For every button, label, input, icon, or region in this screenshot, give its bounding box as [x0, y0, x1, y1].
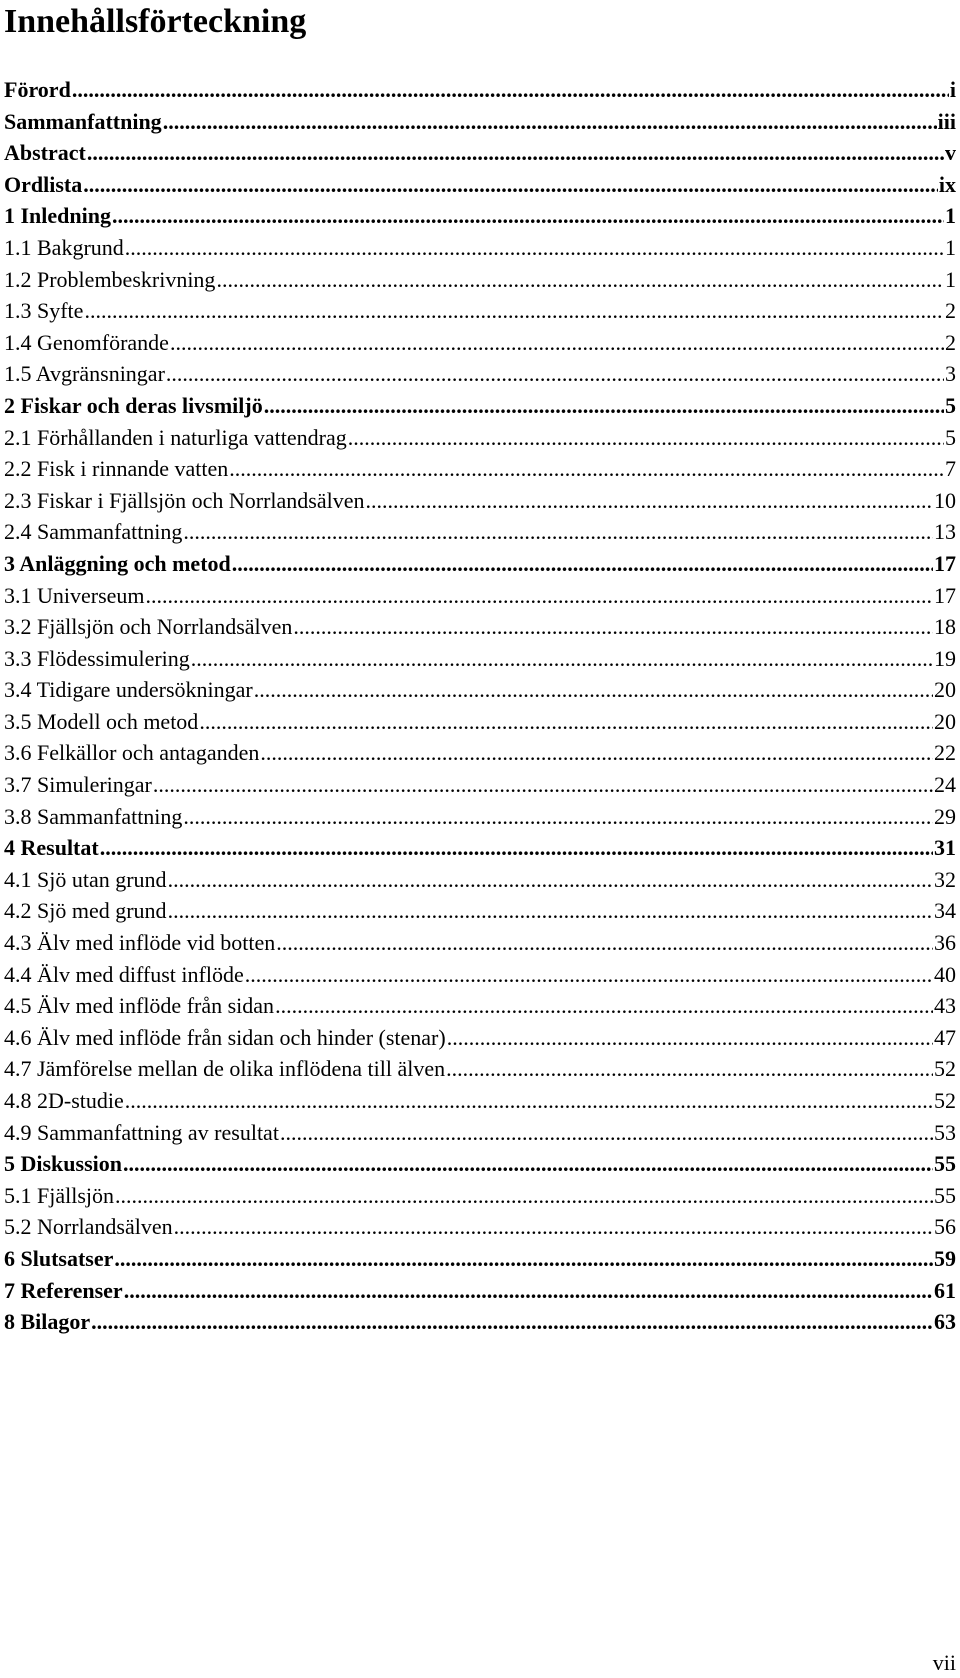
- toc-entry-page: 22: [934, 740, 956, 766]
- toc-leader-dots: [191, 643, 933, 675]
- toc-entry[interactable]: [4, 674, 956, 706]
- toc-entry-page: 10: [934, 487, 956, 513]
- toc-entry-page: 55: [934, 1151, 956, 1177]
- toc-entry-page: 52: [934, 1088, 956, 1113]
- toc-entry[interactable]: [4, 516, 956, 548]
- toc-entry[interactable]: [4, 327, 956, 359]
- toc-leader-dots: [84, 295, 944, 327]
- toc-entry-page: 55: [934, 1182, 956, 1208]
- toc-leader-dots: [447, 1022, 933, 1054]
- toc-entry[interactable]: [4, 769, 956, 801]
- toc-entry[interactable]: [4, 232, 956, 264]
- toc-entry-page: 32: [934, 866, 956, 892]
- toc-entry[interactable]: [4, 611, 956, 643]
- toc-leader-dots: [163, 106, 937, 138]
- toc-entry-page: 31: [934, 835, 956, 861]
- toc-entry[interactable]: [4, 706, 956, 738]
- toc-entry[interactable]: [4, 485, 956, 517]
- toc-entry[interactable]: [4, 1180, 956, 1212]
- toc-leader-dots: [112, 200, 944, 232]
- toc-entry-page: 3: [945, 361, 956, 387]
- toc-entry-label: 2 Fiskar och deras livsmiljö: [4, 392, 263, 418]
- toc-entry-page: 2: [945, 298, 956, 324]
- toc-leader-dots: [293, 611, 933, 643]
- toc-entry-label: 4.8 2D-studie: [4, 1088, 124, 1113]
- toc-entry[interactable]: [4, 169, 956, 201]
- toc-entry[interactable]: [4, 737, 956, 769]
- toc-entry[interactable]: [4, 548, 956, 580]
- toc-leader-dots: [276, 927, 933, 959]
- toc-entry-label: 4.2 Sjö med grund: [4, 898, 167, 924]
- toc-leader-dots: [170, 327, 944, 359]
- toc-entry-label: 1.2 Problembeskrivning: [4, 266, 216, 292]
- toc-leader-dots: [183, 801, 933, 833]
- toc-entry-label: 3 Anläggning och metod: [4, 550, 231, 576]
- toc-entry-label: Förord: [4, 77, 71, 102]
- toc-entry-page: 59: [934, 1245, 956, 1271]
- table-of-contents: [4, 74, 956, 1338]
- toc-leader-dots: [254, 674, 933, 706]
- toc-entry-label: 4.1 Sjö utan grund: [4, 866, 167, 892]
- toc-leader-dots: [153, 769, 933, 801]
- toc-entry-page: 34: [934, 898, 956, 924]
- toc-entry-label: 7 Referenser: [4, 1277, 123, 1303]
- toc-entry-page: 43: [934, 993, 956, 1019]
- toc-leader-dots: [87, 137, 944, 169]
- toc-entry-label: 2.4 Sammanfattning: [4, 519, 183, 545]
- toc-entry-label: 3.6 Felkällor och antaganden: [4, 740, 260, 766]
- toc-entry-label: 3.5 Modell och metod: [4, 708, 199, 734]
- toc-entry-page: 13: [934, 519, 956, 545]
- toc-entry[interactable]: [4, 1275, 956, 1307]
- toc-leader-dots: [83, 169, 938, 201]
- toc-entry-label: Abstract: [4, 140, 86, 166]
- toc-entry[interactable]: [4, 200, 956, 232]
- toc-entry-label: 6 Slutsatser: [4, 1245, 114, 1271]
- toc-entry-page: 40: [934, 961, 956, 987]
- toc-leader-dots: [168, 864, 933, 896]
- toc-entry[interactable]: [4, 453, 956, 485]
- toc-leader-dots: [275, 990, 933, 1022]
- toc-entry[interactable]: [4, 1148, 956, 1180]
- toc-entry-page: 18: [934, 614, 956, 640]
- toc-entry-label: 5 Diskussion: [4, 1151, 123, 1177]
- toc-entry-page: iii: [937, 108, 956, 134]
- toc-entry[interactable]: [4, 390, 956, 422]
- toc-entry-label: 4.7 Jämförelse mellan de olika inflödena till älven: [4, 1056, 446, 1082]
- toc-entry-page: 19: [934, 645, 956, 671]
- toc-entry-page: 1: [945, 266, 956, 292]
- toc-entry[interactable]: [4, 990, 956, 1022]
- toc-entry-label: 1.3 Syfte: [4, 298, 84, 324]
- toc-leader-dots: [125, 1085, 933, 1117]
- toc-leader-dots: [229, 453, 944, 485]
- toc-entry[interactable]: [4, 864, 956, 896]
- toc-entry[interactable]: [4, 801, 956, 833]
- toc-leader-dots: [174, 1211, 933, 1243]
- toc-entry-page: 17: [934, 582, 956, 608]
- toc-entry-page: 1: [945, 203, 956, 229]
- toc-leader-dots: [366, 485, 933, 517]
- page-title: Innehållsförteckning: [4, 3, 307, 40]
- toc-entry-page: i: [949, 77, 956, 102]
- toc-entry[interactable]: [4, 1117, 956, 1149]
- toc-leader-dots: [114, 1243, 933, 1275]
- toc-entry-page: 36: [934, 930, 956, 956]
- toc-entry[interactable]: [4, 1243, 956, 1275]
- toc-entry[interactable]: [4, 422, 956, 454]
- toc-leader-dots: [123, 1148, 933, 1180]
- toc-entry-label: 1.4 Genomförande: [4, 329, 169, 355]
- toc-entry-page: 2: [945, 329, 956, 355]
- toc-entry-label: 3.4 Tidigare undersökningar: [4, 677, 253, 703]
- toc-leader-dots: [72, 74, 949, 106]
- toc-entry[interactable]: [4, 832, 956, 864]
- toc-leader-dots: [146, 580, 933, 612]
- toc-entry[interactable]: [4, 137, 956, 169]
- toc-leader-dots: [168, 895, 933, 927]
- toc-entry-page: 5: [945, 424, 956, 450]
- toc-entry[interactable]: [4, 1085, 956, 1117]
- toc-entry-label: 8 Bilagor: [4, 1309, 91, 1335]
- toc-entry-label: 1.1 Bakgrund: [4, 234, 124, 260]
- toc-entry[interactable]: [4, 1306, 956, 1338]
- toc-leader-dots: [124, 1275, 933, 1307]
- toc-entry-label: 2.1 Förhållanden i naturliga vattendrag: [4, 424, 347, 450]
- toc-leader-dots: [245, 959, 933, 991]
- toc-leader-dots: [199, 706, 933, 738]
- toc-leader-dots: [264, 390, 944, 422]
- toc-entry-label: 4 Resultat: [4, 835, 99, 861]
- toc-leader-dots: [100, 832, 933, 864]
- toc-entry-label: 3.3 Flödessimulering: [4, 645, 190, 671]
- toc-entry-page: 56: [934, 1214, 956, 1240]
- toc-entry-label: 4.3 Älv med inflöde vid botten: [4, 930, 276, 956]
- toc-entry-label: 3.7 Simuleringar: [4, 772, 152, 798]
- toc-entry-page: 63: [934, 1309, 956, 1335]
- toc-entry-label: 3.2 Fjällsjön och Norrlandsälven: [4, 614, 293, 640]
- toc-entry-page: 5: [945, 392, 956, 418]
- toc-entry-page: 20: [934, 677, 956, 703]
- toc-entry-label: Ordlista: [4, 171, 83, 197]
- page-number: vii: [932, 1650, 956, 1675]
- toc-entry[interactable]: [4, 895, 956, 927]
- toc-leader-dots: [232, 548, 933, 580]
- toc-entry-label: 4.5 Älv med inflöde från sidan: [4, 993, 275, 1019]
- toc-entry[interactable]: [4, 74, 956, 106]
- toc-entry-page: 7: [945, 456, 956, 482]
- toc-entry[interactable]: [4, 295, 956, 327]
- toc-entry-page: 17: [934, 550, 956, 576]
- toc-leader-dots: [446, 1053, 933, 1085]
- toc-entry-page: 24: [934, 772, 956, 798]
- toc-entry[interactable]: [4, 1022, 956, 1054]
- toc-leader-dots: [348, 422, 944, 454]
- toc-leader-dots: [91, 1306, 933, 1338]
- toc-entry-label: 4.4 Älv med diffust inflöde: [4, 961, 244, 987]
- toc-entry[interactable]: [4, 580, 956, 612]
- toc-entry-page: 20: [934, 708, 956, 734]
- toc-entry-label: 3.1 Universeum: [4, 582, 145, 608]
- toc-entry-label: 2.3 Fiskar i Fjällsjön och Norrlandsälven: [4, 487, 365, 513]
- toc-entry[interactable]: [4, 927, 956, 959]
- toc-entry-page: v: [945, 140, 956, 166]
- toc-leader-dots: [125, 232, 944, 264]
- toc-leader-dots: [216, 264, 944, 296]
- toc-leader-dots: [183, 516, 933, 548]
- toc-entry-label: 1.5 Avgränsningar: [4, 361, 165, 387]
- toc-entry-label: 3.8 Sammanfattning: [4, 803, 183, 829]
- toc-entry-label: 1 Inledning: [4, 203, 111, 229]
- toc-entry-page: 52: [934, 1056, 956, 1082]
- toc-entry[interactable]: [4, 264, 956, 296]
- toc-entry[interactable]: [4, 1211, 956, 1243]
- toc-entry[interactable]: [4, 643, 956, 675]
- toc-leader-dots: [166, 358, 944, 390]
- toc-leader-dots: [260, 737, 933, 769]
- toc-entry-label: 4.6 Älv med inflöde från sidan och hinder (stenar): [4, 1024, 446, 1050]
- toc-leader-dots: [115, 1180, 933, 1212]
- toc-entry-label: 4.9 Sammanfattning av resultat: [4, 1119, 279, 1145]
- toc-entry-label: Sammanfattning: [4, 108, 162, 134]
- toc-entry-page: ix: [938, 171, 956, 197]
- toc-entry[interactable]: [4, 1053, 956, 1085]
- toc-entry-page: 61: [934, 1277, 956, 1303]
- toc-entry-page: 1: [945, 234, 956, 260]
- toc-entry[interactable]: [4, 106, 956, 138]
- toc-entry[interactable]: [4, 358, 956, 390]
- toc-entry-label: 5.2 Norrlandsälven: [4, 1214, 173, 1240]
- toc-entry-label: 5.1 Fjällsjön: [4, 1182, 115, 1208]
- toc-entry[interactable]: [4, 959, 956, 991]
- toc-entry-label: 2.2 Fisk i rinnande vatten: [4, 456, 229, 482]
- toc-leader-dots: [280, 1117, 933, 1149]
- toc-entry-page: 47: [934, 1024, 956, 1050]
- toc-entry-page: 53: [934, 1119, 956, 1145]
- toc-entry-page: 29: [934, 803, 956, 829]
